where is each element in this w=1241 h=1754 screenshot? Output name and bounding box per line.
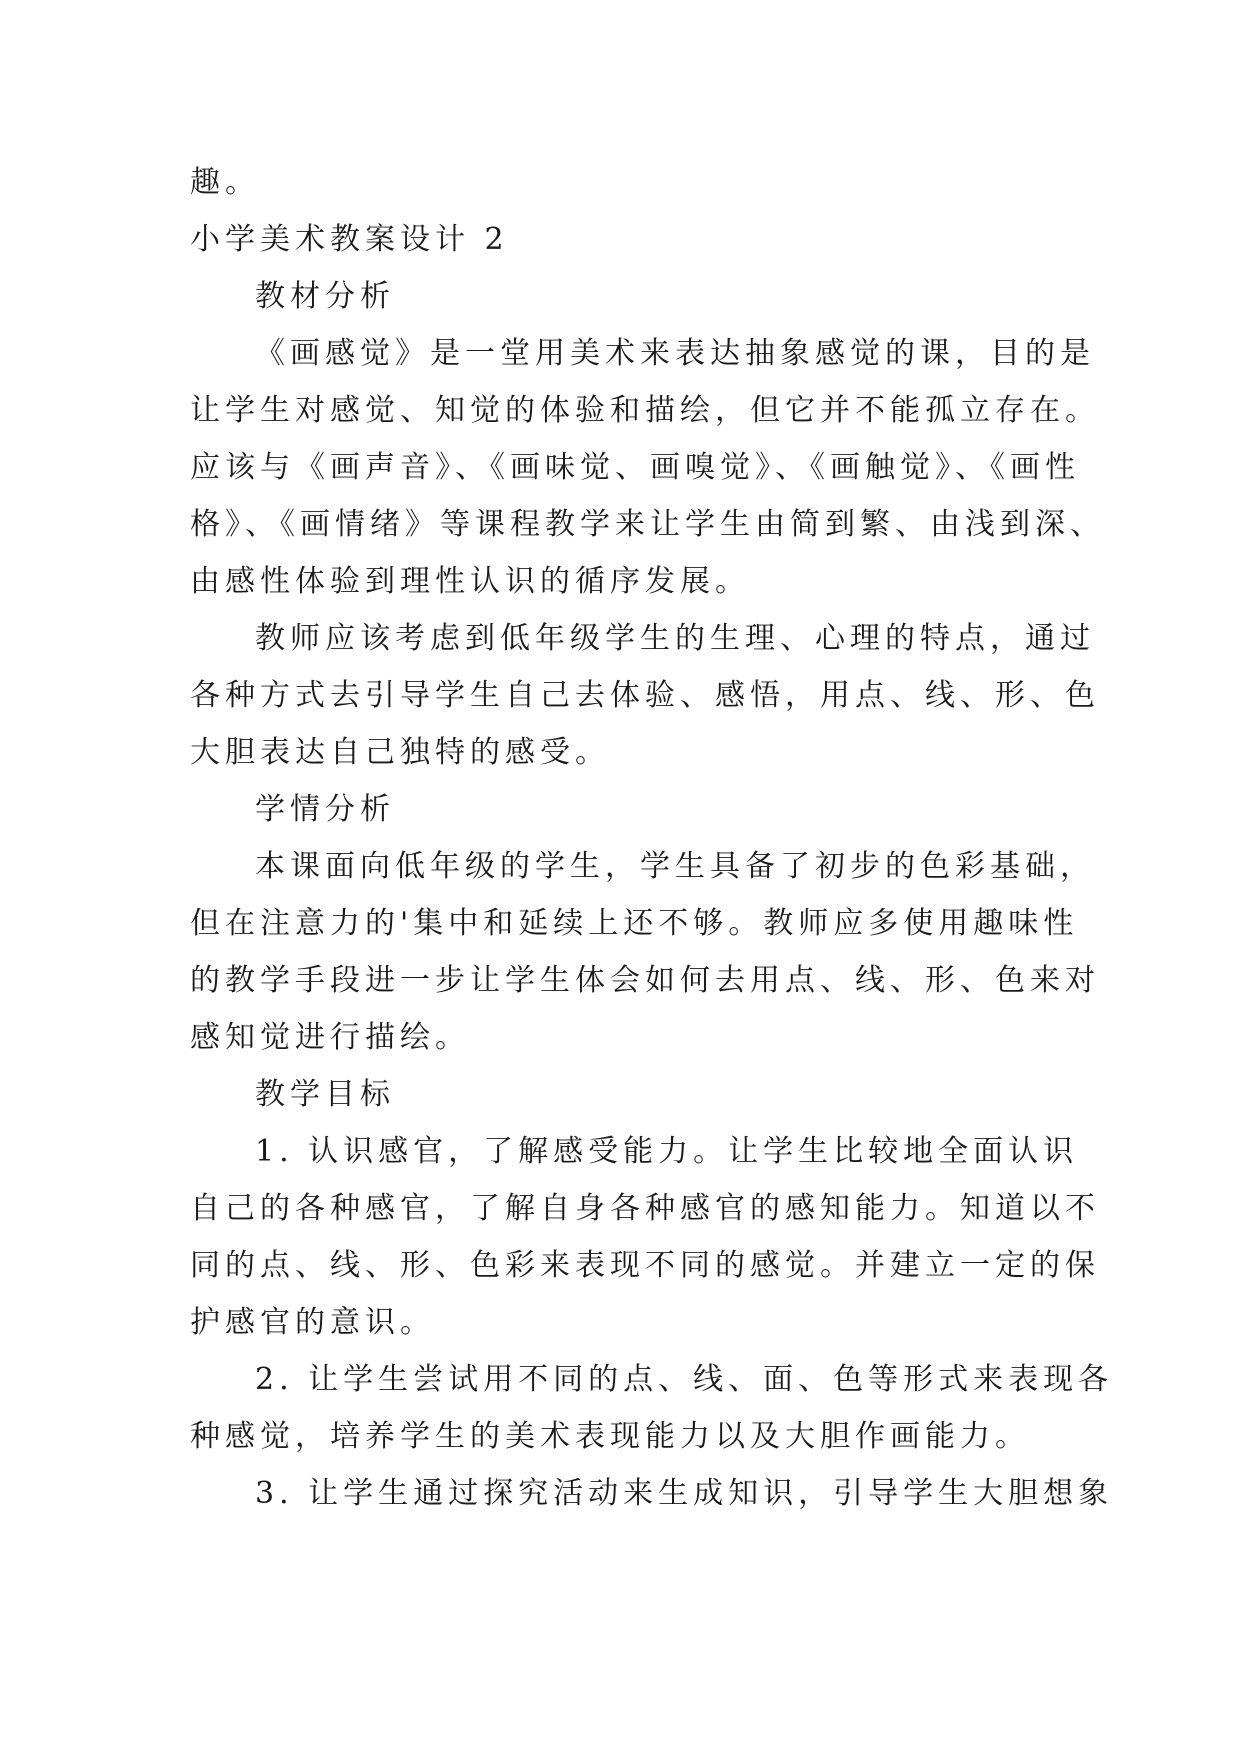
list-item-line: 同的点、线、形、色彩来表现不同的感觉。并建立一定的保: [190, 1248, 1100, 1283]
paragraph-line: 但在注意力的'集中和延续上还不够。教师应多使用趣味性: [190, 906, 1079, 941]
paragraph-line: 《画感觉》是一堂用美术来表达抽象感觉的课，目的是: [255, 336, 1095, 371]
list-item-line: 2. 让学生尝试用不同的点、线、面、色等形式来表现各: [255, 1362, 1114, 1397]
subheading-learner-analysis: 学情分析: [255, 792, 395, 827]
section-title: 小学美术教案设计 2: [190, 222, 509, 257]
paragraph-line: 的教学手段进一步让学生体会如何去用点、线、形、色来对: [190, 963, 1100, 998]
paragraph-line: 格》、《画情绪》等课程教学来让学生由简到繁、由浅到深、: [190, 507, 1105, 542]
list-item-line: 护感官的意识。: [190, 1305, 435, 1340]
paragraph-line: 应该与《画声音》、《画味觉、画嗅觉》、《画触觉》、《画性: [190, 450, 1080, 485]
list-item-line: 自己的各种感官，了解自身各种感官的感知能力。知道以不: [190, 1191, 1100, 1226]
list-item-line: 种感觉，培养学生的美术表现能力以及大胆作画能力。: [190, 1419, 1030, 1454]
list-item-line: 1. 认识感官，了解感受能力。让学生比较地全面认识: [255, 1134, 1079, 1169]
paragraph-line: 让学生对感觉、知觉的体验和描绘，但它并不能孤立存在。: [190, 393, 1100, 428]
paragraph-line: 大胆表达自己独特的感受。: [190, 735, 610, 770]
paragraph-line: 由感性体验到理性认识的循序发展。: [190, 564, 750, 599]
list-item-line: 3. 让学生通过探究活动来生成知识，引导学生大胆想象: [255, 1476, 1114, 1511]
subheading-teaching-goals: 教学目标: [255, 1077, 395, 1112]
text-line-continuation: 趣。: [190, 165, 260, 200]
subheading-textbook-analysis: 教材分析: [255, 279, 395, 314]
paragraph-line: 本课面向低年级的学生，学生具备了初步的色彩基础，: [255, 849, 1095, 884]
paragraph-line: 感知觉进行描绘。: [190, 1020, 470, 1055]
paragraph-line: 各种方式去引导学生自己去体验、感悟，用点、线、形、色: [190, 678, 1100, 713]
paragraph-line: 教师应该考虑到低年级学生的生理、心理的特点，通过: [255, 621, 1095, 656]
